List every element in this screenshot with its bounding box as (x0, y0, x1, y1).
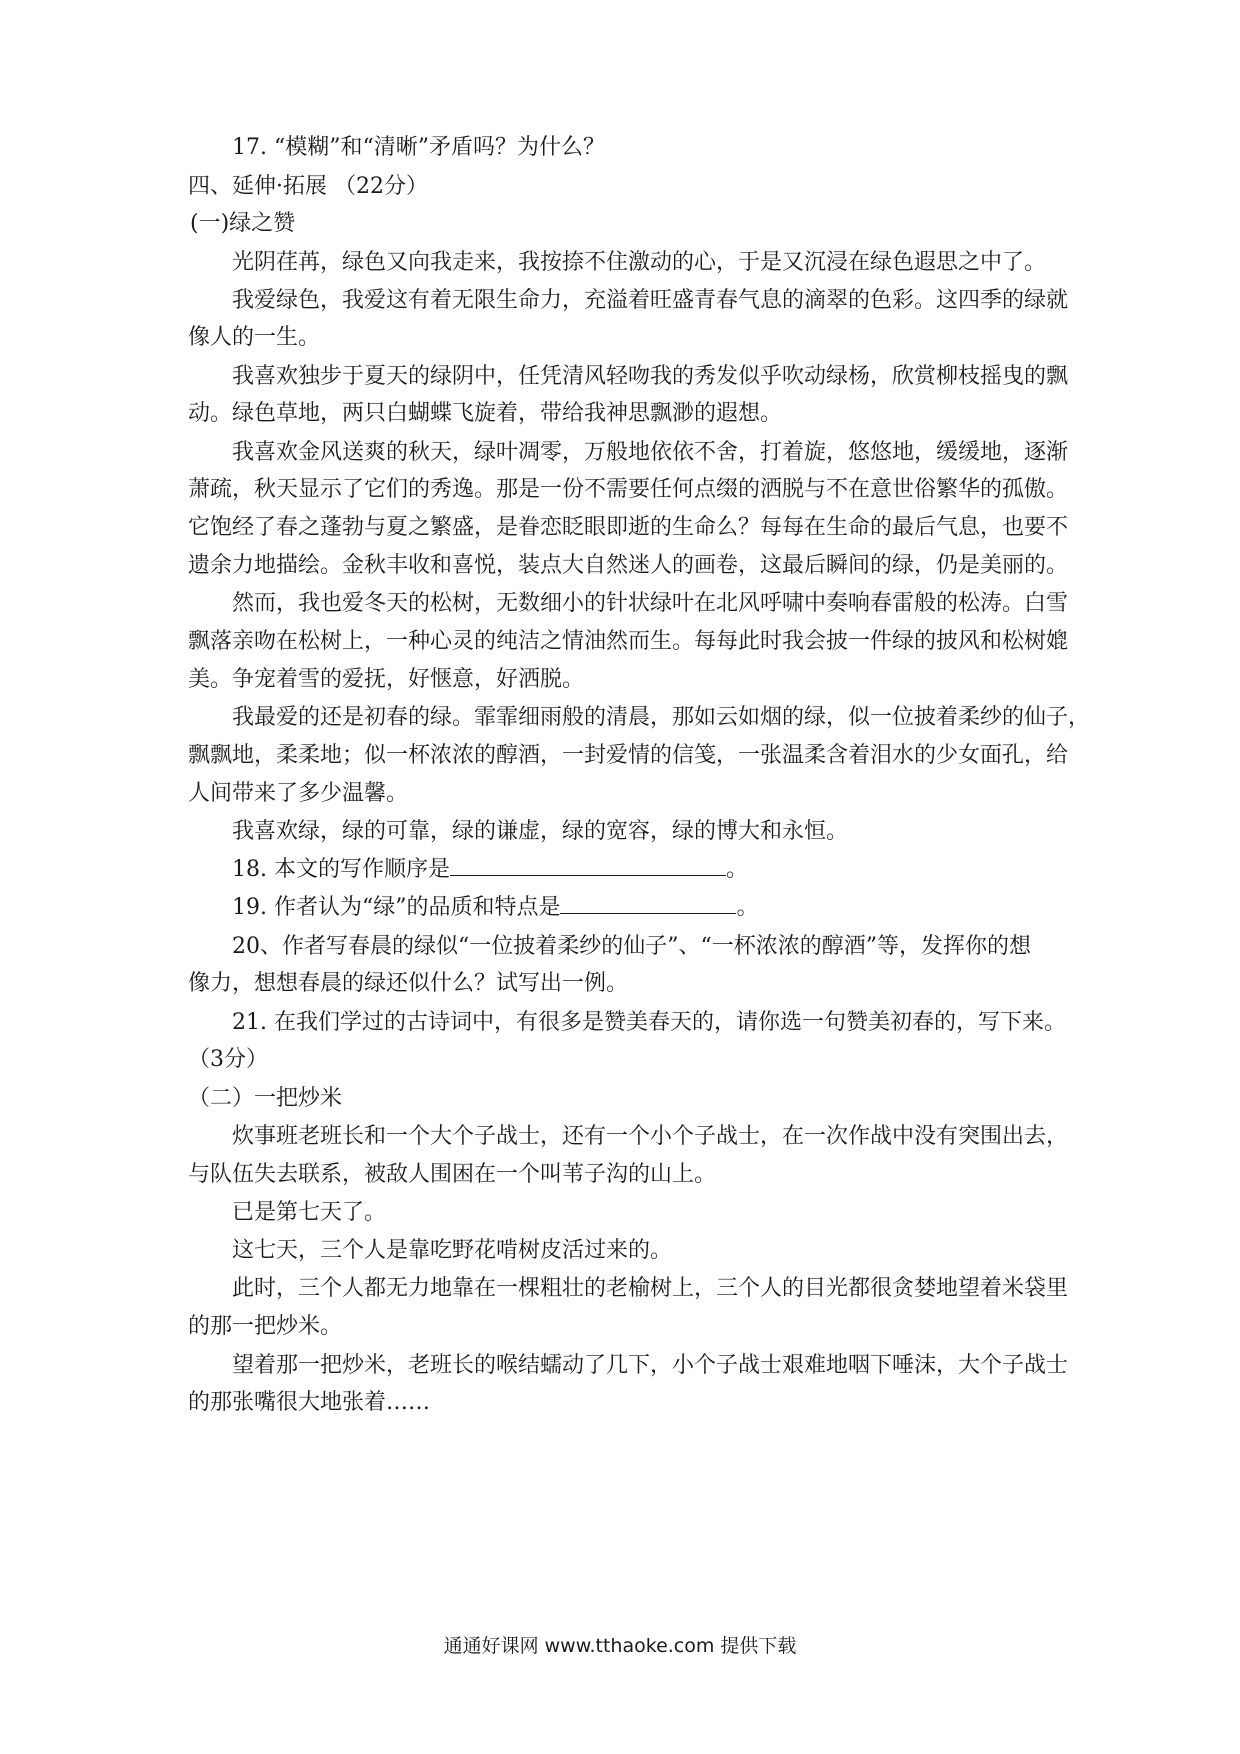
paragraph-6-line-1: 我最爱的还是初春的绿。霏霏细雨般的清晨，那如云如烟的绿，似一位披着柔纱的仙子， (232, 705, 1091, 730)
paragraph-4-line-3: 它饱经了春之蓬勃与夏之繁盛，是眷恋眨眼即逝的生命么？每每在生命的最后气息，也要不 (188, 515, 1069, 540)
story-paragraph-5-line-2: 的那张嘴很大地张着…… (188, 1390, 431, 1415)
paragraph-5-line-2: 飘落亲吻在松树上，一种心灵的纯洁之情油然而生。每每此时我会披一件绿的披风和松树媲 (188, 629, 1069, 654)
part-1-title: (一)绿之赞 (190, 211, 296, 236)
paragraph-4-line-4: 遗余力地描绘。金秋丰收和喜悦，装点大自然迷人的画卷，这最后瞬间的绿，仍是美丽的。 (188, 553, 1069, 578)
paragraph-5-line-3: 美。争宠着雪的爱抚，好惬意，好洒脱。 (188, 667, 585, 692)
paragraph-5-line-1: 然而，我也爱冬天的松树，无数细小的针状绿叶在北风呼啸中奏响春雷般的松涛。白雪 (232, 591, 1069, 616)
question-19 (232, 893, 759, 923)
story-paragraph-5-line-1: 望着那一把炒米，老班长的喉结蠕动了几下，小个子战士艰难地咽下唾沫，大个子战士 (232, 1353, 1069, 1378)
story-paragraph-2: 已是第七天了。 (232, 1200, 387, 1225)
story-paragraph-1-line-1: 炊事班老班长和一个大个子战士，还有一个小个子战士，在一次作战中没有突围出去， (232, 1124, 1069, 1149)
question-20-line-2: 像力，想想春晨的绿还似什么？试写出一例。 (188, 971, 629, 996)
section-heading-4: 四、延伸·拓展 （22分） (188, 174, 428, 199)
question-20-line-1: 20、作者写春晨的绿似“一位披着柔纱的仙子”、“一杯浓浓的醇酒”等，发挥你的想 (232, 934, 1031, 959)
paragraph-6-line-3: 人间带来了多少温馨。 (188, 781, 409, 806)
question-18-end: 。 (725, 857, 748, 882)
story-paragraph-1-line-2: 与队伍失去联系，被敌人围困在一个叫苇子沟的山上。 (188, 1162, 717, 1187)
paragraph-6-line-2: 飘飘地，柔柔地；似一杯浓浓的醇酒，一封爱情的信笺，一张温柔含着泪水的少女面孔，给 (188, 743, 1069, 768)
question-19-end: 。 (736, 895, 759, 920)
question-21-line-2: （3分） (188, 1047, 268, 1072)
paragraph-2-line-2: 像人的一生。 (188, 325, 321, 350)
answer-blank-18[interactable] (450, 855, 726, 876)
question-17: 17. “模糊”和“清晰”矛盾吗？为什么？ (232, 135, 605, 160)
paragraph-4-line-1: 我喜欢金风送爽的秋天，绿叶凋零，万般地依依不舍，打着旋，悠悠地，缓缓地，逐渐 (232, 440, 1069, 465)
question-19-text: 19. 作者认为“绿”的品质和特点是 (232, 895, 561, 920)
paragraph-3-line-2: 动。绿色草地，两只白蝴蝶飞旋着，带给我神思飘渺的遐想。 (188, 401, 783, 426)
paragraph-2-line-1: 我爱绿色，我爱这有着无限生命力，充溢着旺盛青春气息的滴翠的色彩。这四季的绿就 (232, 288, 1069, 313)
story-paragraph-4-line-2: 的那一把炒米。 (188, 1314, 343, 1339)
story-paragraph-4-line-1: 此时，三个人都无力地靠在一棵粗壮的老榆树上，三个人的目光都很贪婪地望着米袋里 (232, 1276, 1069, 1301)
page-footer: 通通好课网 www.tthaoke.com 提供下载 (443, 1635, 797, 1657)
paragraph-7: 我喜欢绿，绿的可靠，绿的谦虚，绿的宽容，绿的博大和永恒。 (232, 819, 849, 844)
question-18 (232, 855, 748, 885)
paragraph-1: 光阴荏苒，绿色又向我走来，我按捺不住激动的心，于是又沉浸在绿色遐思之中了。 (232, 250, 1047, 275)
question-18-text: 18. 本文的写作顺序是 (232, 857, 450, 882)
answer-blank-19[interactable] (560, 893, 736, 914)
part-2-title: （二）一把炒米 (188, 1086, 343, 1111)
question-21-line-1: 21. 在我们学过的古诗词中，有很多是赞美春天的，请你选一句赞美初春的，写下来。 (232, 1010, 1066, 1035)
story-paragraph-3: 这七天，三个人是靠吃野花啃树皮活过来的。 (232, 1238, 673, 1263)
paragraph-4-line-2: 萧疏，秋天显示了它们的秀逸。那是一份不需要任何点缀的洒脱与不在意世俗繁华的孤傲。 (188, 477, 1069, 502)
paragraph-3-line-1: 我喜欢独步于夏天的绿阴中，任凭清风轻吻我的秀发似乎吹动绿杨，欣赏柳枝摇曳的飘 (232, 364, 1069, 389)
